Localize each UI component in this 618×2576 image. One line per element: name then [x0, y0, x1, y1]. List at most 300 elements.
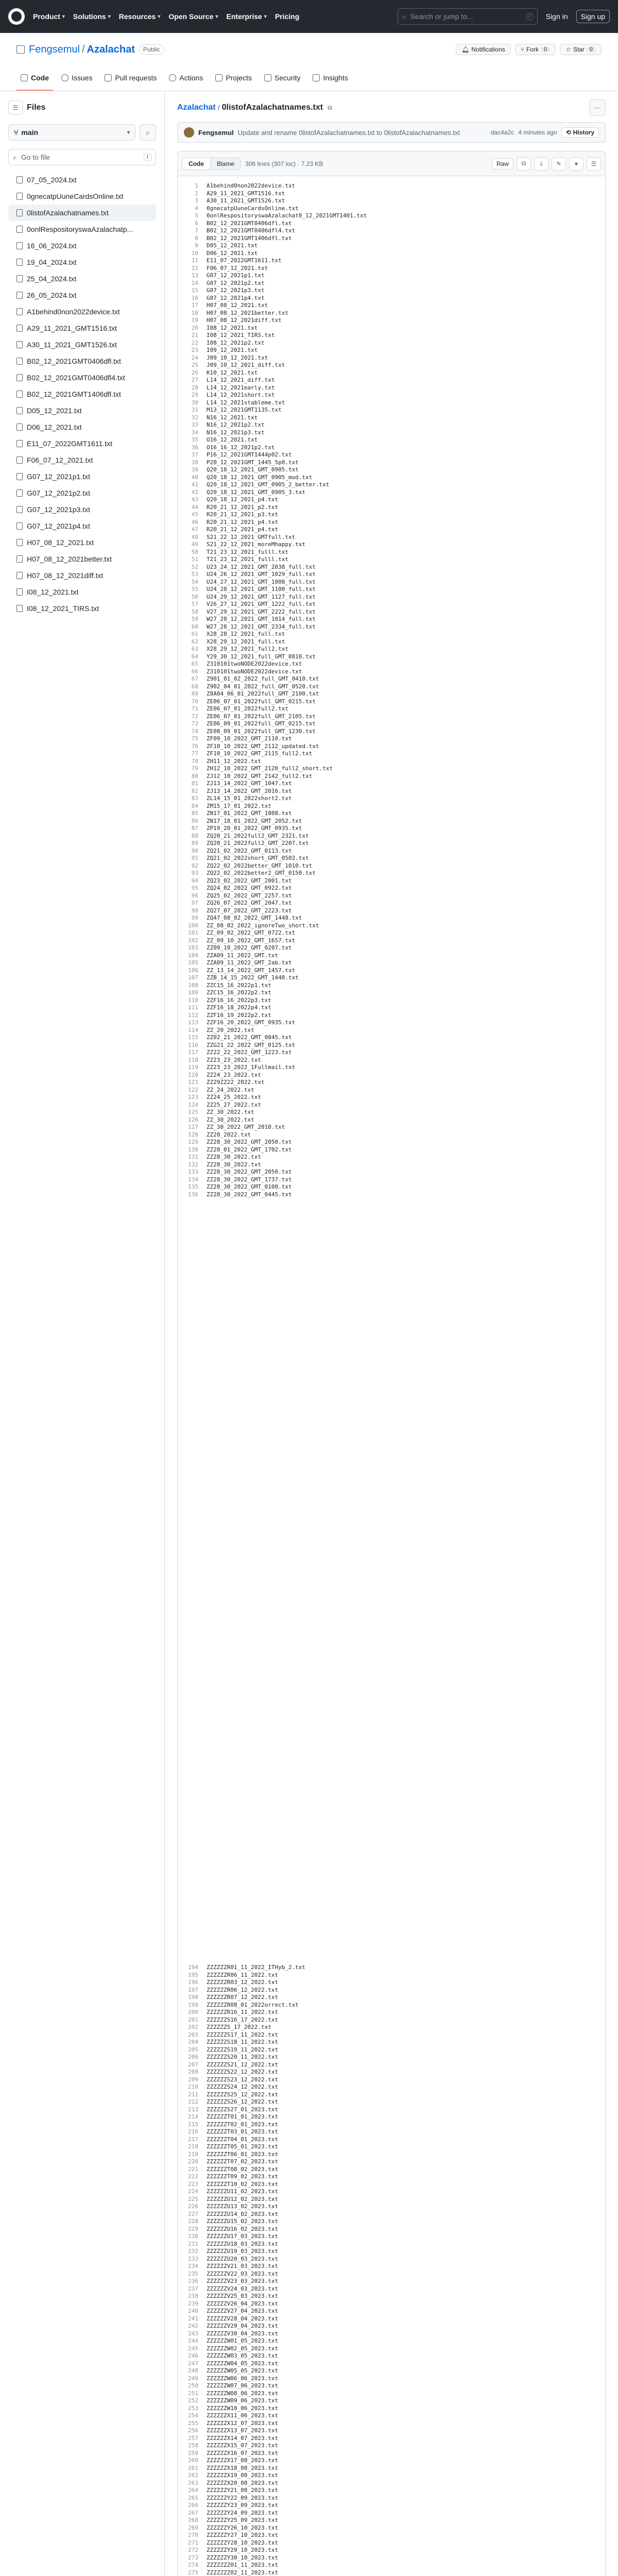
file-tree-item[interactable] [8, 518, 156, 534]
line-number[interactable]: 199 [188, 2001, 198, 2008]
line-number[interactable]: 127 [188, 1124, 198, 1130]
line-number[interactable]: 264 [188, 2487, 198, 2494]
line-number[interactable]: 49 [191, 541, 198, 548]
line-number[interactable]: 95 [191, 885, 198, 891]
line-number[interactable]: 219 [188, 2150, 198, 2158]
line-number[interactable]: 102 [188, 937, 198, 944]
line-number[interactable]: 253 [188, 2404, 198, 2412]
file-tree-item[interactable] [8, 386, 156, 402]
chevron-down-icon[interactable]: ▾ [569, 157, 583, 171]
line-number[interactable]: 250 [188, 2382, 198, 2389]
star-button[interactable]: ☆ Star 0 [560, 44, 602, 55]
line-number[interactable]: 136 [188, 1191, 198, 1198]
line-number[interactable]: 243 [188, 2330, 198, 2337]
line-number[interactable]: 234 [188, 2263, 198, 2269]
line-number[interactable]: 132 [188, 1161, 198, 1168]
tab-insights[interactable]: Insights [308, 66, 352, 91]
github-logo-icon[interactable] [8, 8, 25, 25]
line-number[interactable]: 96 [191, 892, 198, 899]
line-number[interactable]: 122 [188, 1086, 198, 1093]
line-content: T21_23_12_2021_fulll.txt [207, 556, 288, 563]
line-number[interactable]: 228 [188, 2218, 198, 2225]
line-number[interactable]: 33 [191, 421, 198, 428]
line-number[interactable]: 238 [188, 2293, 198, 2299]
line-number[interactable]: 64 [191, 653, 198, 660]
file-tree-item[interactable] [8, 221, 156, 238]
line-content: ZZZZZZT05_01_2023.txt [207, 2143, 279, 2150]
line-number[interactable]: 196 [188, 1979, 198, 1986]
line-number[interactable]: 38 [191, 459, 198, 466]
tab-code[interactable]: Code [16, 66, 53, 91]
line-number[interactable]: 35 [191, 436, 198, 443]
line-number[interactable]: 62 [191, 638, 198, 645]
line-number[interactable]: 201 [188, 2016, 198, 2023]
line-number[interactable]: 73 [191, 720, 198, 727]
line-number[interactable]: 83 [191, 795, 198, 802]
file-tree-item[interactable] [8, 402, 156, 419]
line-number[interactable]: 129 [188, 1139, 198, 1145]
line-number[interactable]: 59 [191, 616, 198, 622]
line-number[interactable]: 258 [188, 2442, 198, 2449]
line-number[interactable]: 111 [188, 1004, 198, 1011]
line-number[interactable]: 230 [188, 2233, 198, 2240]
line-number[interactable]: 99 [191, 914, 198, 921]
line-number[interactable]: 12 [191, 264, 198, 272]
line-number[interactable]: 103 [188, 944, 198, 951]
file-tree-item[interactable] [8, 238, 156, 254]
line-number[interactable]: 11 [191, 257, 198, 264]
line-number[interactable]: 213 [188, 2106, 198, 2113]
line-number[interactable]: 48 [191, 533, 198, 540]
line-number[interactable]: 210 [188, 2083, 198, 2090]
repo-name-link[interactable]: Azalachat [87, 43, 135, 55]
line-number[interactable]: 246 [188, 2352, 198, 2359]
line-number[interactable]: 212 [188, 2098, 198, 2105]
file-icon [16, 605, 23, 612]
line-number[interactable]: 47 [191, 526, 198, 533]
line-number[interactable]: 42 [191, 488, 198, 496]
collapse-sidebar-icon[interactable]: ☰ [8, 100, 23, 115]
line-number[interactable]: 120 [188, 1071, 198, 1078]
file-tree-item[interactable] [8, 303, 156, 320]
line-number[interactable]: 98 [191, 907, 198, 914]
line-number[interactable]: 40 [191, 473, 198, 481]
line-number[interactable]: 21 [191, 332, 198, 338]
go-to-file-input[interactable]: ⌕ Go to file t [8, 149, 156, 165]
line-number[interactable]: 58 [191, 608, 198, 615]
line-number[interactable]: 25 [191, 362, 198, 368]
tab-actions[interactable]: Actions [165, 66, 207, 91]
line-content: ZN17_01_2022_GMT_1808.txt [207, 810, 292, 817]
line-number[interactable]: 65 [191, 660, 198, 667]
line-number[interactable]: 200 [188, 2009, 198, 2015]
line-number[interactable]: 17 [191, 302, 198, 309]
line-number[interactable]: 22 [191, 339, 198, 346]
repo-icon [16, 45, 25, 54]
line-number[interactable]: 222 [188, 2173, 198, 2180]
line-number[interactable]: 57 [191, 601, 198, 607]
file-tree-item[interactable] [8, 270, 156, 287]
line-number[interactable]: 237 [188, 2285, 198, 2292]
tab-issues[interactable]: Issues [57, 66, 96, 91]
code-line [178, 2098, 605, 2106]
line-number[interactable]: 263 [188, 2479, 198, 2486]
line-number[interactable]: 272 [188, 2547, 198, 2553]
line-number[interactable]: 45 [191, 511, 198, 518]
raw-button[interactable]: Raw [492, 158, 513, 170]
line-number[interactable]: 108 [188, 981, 198, 989]
sign-up-button[interactable]: Sign up [576, 10, 610, 23]
file-icon [16, 440, 23, 447]
nav-solutions[interactable]: Solutions ▾ [73, 12, 111, 21]
line-number[interactable]: 206 [188, 2054, 198, 2060]
line-number[interactable]: 10 [191, 249, 198, 257]
line-number[interactable]: 126 [188, 1116, 198, 1123]
tab-projects[interactable]: Projects [211, 66, 256, 91]
line-number[interactable]: 68 [191, 683, 198, 690]
line-number[interactable]: 14 [191, 279, 198, 286]
line-number[interactable]: 273 [188, 2554, 198, 2561]
nav-enterprise[interactable]: Enterprise ▾ [226, 12, 267, 21]
line-number[interactable]: 266 [188, 2502, 198, 2509]
line-number[interactable]: 60 [191, 623, 198, 630]
line-number[interactable]: 9 [195, 242, 198, 249]
file-tree-item[interactable] [8, 501, 156, 518]
file-tree-item[interactable] [8, 336, 156, 353]
line-number[interactable]: 229 [188, 2225, 198, 2232]
file-tree-item[interactable] [8, 485, 156, 501]
file-tree-item[interactable] [8, 320, 156, 336]
line-number[interactable]: 110 [188, 996, 198, 1004]
line-number[interactable]: 202 [188, 2024, 198, 2030]
line-number[interactable]: 55 [191, 586, 198, 592]
file-tree-item[interactable] [8, 172, 156, 188]
line-number[interactable]: 89 [191, 840, 198, 846]
line-number[interactable]: 116 [188, 1041, 198, 1048]
line-number[interactable]: 28 [191, 384, 198, 391]
nav-product[interactable]: Product ▾ [33, 12, 65, 21]
line-number[interactable]: 123 [188, 1094, 198, 1100]
blame-view-button[interactable]: Blame [217, 160, 235, 167]
code-line [178, 2420, 605, 2428]
line-number[interactable]: 233 [188, 2255, 198, 2262]
line-number[interactable]: 56 [191, 593, 198, 600]
line-number[interactable]: 79 [191, 765, 198, 772]
line-number[interactable]: 207 [188, 2061, 198, 2068]
line-number[interactable]: 29 [191, 392, 198, 398]
pencil-icon[interactable]: ✎ [552, 157, 566, 171]
line-number[interactable]: 91 [191, 855, 198, 861]
line-number[interactable]: 113 [188, 1019, 198, 1026]
line-number[interactable]: 261 [188, 2464, 198, 2471]
file-tree-item[interactable] [8, 534, 156, 551]
search-icon[interactable]: ⌕ [140, 124, 156, 141]
line-number[interactable]: 34 [191, 429, 198, 436]
line-number[interactable]: 133 [188, 1168, 198, 1175]
line-number[interactable]: 214 [188, 2113, 198, 2120]
avatar[interactable] [184, 127, 194, 138]
line-number[interactable]: 81 [191, 780, 198, 787]
line-number[interactable]: 74 [191, 727, 198, 735]
line-number[interactable]: 8 [195, 234, 198, 242]
line-number[interactable]: 260 [188, 2457, 198, 2464]
line-number[interactable]: 128 [188, 1131, 198, 1138]
line-number[interactable]: 30 [191, 399, 198, 406]
line-number[interactable]: 259 [188, 2449, 198, 2456]
line-content: ZZG21_22_2022_GMT_0125.txt [207, 1041, 296, 1048]
line-number[interactable]: 254 [188, 2412, 198, 2419]
line-number[interactable]: 15 [191, 287, 198, 294]
line-number[interactable]: 70 [191, 698, 198, 705]
line-number[interactable]: 61 [191, 631, 198, 637]
nav-pricing[interactable]: Pricing [274, 12, 300, 21]
line-number[interactable]: 118 [188, 1056, 198, 1063]
line-number[interactable]: 249 [188, 2375, 198, 2382]
copy-icon[interactable]: ⧉ [328, 104, 332, 111]
line-number[interactable]: 226 [188, 2203, 198, 2210]
line-number[interactable]: 275 [188, 2569, 198, 2576]
tab-pull-requests[interactable]: Pull requests [100, 66, 161, 91]
line-number[interactable]: 26 [191, 369, 198, 376]
line-number[interactable]: 274 [188, 2562, 198, 2568]
line-number[interactable]: 256 [188, 2427, 198, 2434]
file-tree-item[interactable] [8, 205, 156, 221]
line-number[interactable]: 124 [188, 1101, 198, 1108]
fork-button[interactable]: ⑂ Fork 0 [515, 44, 556, 55]
line-number[interactable]: 106 [188, 967, 198, 974]
line-number[interactable]: 75 [191, 735, 198, 742]
line-number[interactable]: 76 [191, 742, 198, 750]
line-number[interactable]: 197 [188, 1986, 198, 1993]
line-number[interactable]: 198 [188, 1994, 198, 2001]
breadcrumb-repo-link[interactable]: Azalachat [177, 103, 216, 112]
download-icon[interactable]: ⤓ [534, 157, 548, 171]
line-number[interactable]: 205 [188, 2046, 198, 2053]
file-tree-item[interactable] [8, 369, 156, 386]
file-tree-item[interactable] [8, 188, 156, 205]
line-number[interactable]: 44 [191, 503, 198, 511]
line-number[interactable]: 125 [188, 1109, 198, 1115]
code-line [178, 937, 605, 945]
branch-select[interactable]: ⑂ main ▾ [8, 124, 135, 141]
line-number[interactable]: 86 [191, 817, 198, 824]
line-number[interactable]: 46 [191, 518, 198, 526]
line-number[interactable]: 18 [191, 309, 198, 316]
line-number[interactable]: 265 [188, 2494, 198, 2501]
line-number[interactable]: 235 [188, 2270, 198, 2277]
code-line [178, 713, 605, 721]
line-number[interactable]: 77 [191, 750, 198, 757]
line-number[interactable]: 221 [188, 2165, 198, 2173]
line-number[interactable]: 248 [188, 2367, 198, 2374]
line-number[interactable]: 53 [191, 571, 198, 578]
line-number[interactable]: 92 [191, 862, 198, 869]
line-number[interactable]: 41 [191, 481, 198, 488]
line-number[interactable]: 13 [191, 272, 198, 279]
line-number[interactable]: 16 [191, 294, 198, 301]
file-tree-item[interactable] [8, 254, 156, 270]
line-number[interactable]: 247 [188, 2360, 198, 2367]
line-number[interactable]: 224 [188, 2188, 198, 2195]
line-number[interactable]: 220 [188, 2158, 198, 2165]
line-number[interactable]: 23 [191, 347, 198, 353]
line-number[interactable]: 194 [188, 1964, 198, 1971]
line-number[interactable]: 208 [188, 2069, 198, 2075]
repo-owner-link[interactable]: Fengsemul [29, 43, 80, 55]
commit-author[interactable]: Fengsemul [198, 128, 234, 137]
line-number[interactable]: 236 [188, 2278, 198, 2284]
line-number[interactable]: 267 [188, 2509, 198, 2516]
line-number[interactable]: 100 [188, 922, 198, 929]
line-number[interactable]: 204 [188, 2039, 198, 2045]
line-number[interactable]: 262 [188, 2472, 198, 2479]
commit-message[interactable]: Update and rename 0listofAzalachatnames.txt to 0listofAzalachatnames.txt [237, 128, 460, 137]
line-number[interactable]: 255 [188, 2419, 198, 2427]
line-number[interactable]: 242 [188, 2323, 198, 2329]
file-tree-item[interactable] [8, 452, 156, 468]
line-number[interactable]: 3 [195, 197, 198, 204]
line-number[interactable]: 114 [188, 1026, 198, 1033]
line-number[interactable]: 80 [191, 772, 198, 779]
line-number[interactable]: 85 [191, 810, 198, 817]
line-number[interactable]: 20 [191, 324, 198, 331]
file-tree-item[interactable] [8, 287, 156, 303]
line-number[interactable]: 130 [188, 1146, 198, 1153]
line-number[interactable]: 223 [188, 2180, 198, 2188]
line-number[interactable]: 134 [188, 1176, 198, 1183]
line-number[interactable]: 195 [188, 1971, 198, 1978]
line-number[interactable]: 239 [188, 2300, 198, 2307]
history-button[interactable]: ⟲ History [561, 127, 599, 138]
line-number[interactable]: 51 [191, 556, 198, 563]
line-number[interactable]: 257 [188, 2434, 198, 2442]
line-number[interactable]: 66 [191, 668, 198, 675]
line-number[interactable]: 4 [195, 205, 198, 212]
line-number[interactable]: 251 [188, 2389, 198, 2397]
line-number[interactable]: 105 [188, 959, 198, 966]
line-number[interactable]: 109 [188, 989, 198, 996]
line-number[interactable]: 94 [191, 877, 198, 884]
line-number[interactable]: 97 [191, 900, 198, 906]
code-line [178, 2136, 605, 2144]
global-search-input[interactable]: ⌕ Search or jump to... / [398, 8, 538, 25]
line-number[interactable]: 72 [191, 713, 198, 720]
line-number[interactable]: 232 [188, 2248, 198, 2255]
file-tree-item[interactable] [8, 600, 156, 617]
line-number[interactable]: 87 [191, 825, 198, 832]
file-tree-item[interactable] [8, 353, 156, 369]
line-number[interactable]: 7 [195, 227, 198, 234]
code-view-button[interactable]: Code [182, 158, 211, 170]
line-number[interactable]: 82 [191, 787, 198, 794]
line-number[interactable]: 84 [191, 802, 198, 809]
line-number[interactable]: 115 [188, 1034, 198, 1041]
file-tree-item[interactable] [8, 419, 156, 435]
symbols-icon[interactable]: ☰ [587, 157, 601, 171]
line-number[interactable]: 31 [191, 406, 198, 413]
line-number[interactable]: 271 [188, 2539, 198, 2546]
line-number[interactable]: 101 [188, 929, 198, 936]
line-number[interactable]: 1 [195, 182, 198, 189]
file-tree-item[interactable] [8, 435, 156, 452]
line-number[interactable]: 36 [191, 444, 198, 451]
file-tree-item[interactable] [8, 584, 156, 600]
line-number[interactable]: 37 [191, 451, 198, 458]
line-number[interactable]: 32 [191, 414, 198, 421]
tab-security[interactable]: Security [260, 66, 305, 91]
line-number[interactable]: 88 [191, 832, 198, 839]
line-number[interactable]: 39 [191, 466, 198, 473]
line-number[interactable]: 215 [188, 2121, 198, 2128]
line-number[interactable]: 218 [188, 2143, 198, 2150]
line-number[interactable]: 104 [188, 952, 198, 959]
copy-icon[interactable]: ⧉ [517, 157, 531, 171]
line-number[interactable]: 131 [188, 1154, 198, 1160]
line-number[interactable]: 6 [195, 219, 198, 227]
line-number[interactable]: 119 [188, 1064, 198, 1071]
line-number[interactable]: 27 [191, 377, 198, 383]
line-number[interactable]: 211 [188, 2091, 198, 2098]
line-number[interactable]: 270 [188, 2532, 198, 2538]
line-number[interactable]: 241 [188, 2315, 198, 2322]
commit-sha[interactable]: dac4a2c [490, 129, 514, 136]
line-number[interactable]: 52 [191, 563, 198, 570]
line-number[interactable]: 269 [188, 2524, 198, 2531]
line-number[interactable]: 245 [188, 2345, 198, 2352]
line-number[interactable]: 5 [195, 212, 198, 219]
line-number[interactable]: 203 [188, 2031, 198, 2038]
line-number[interactable]: 252 [188, 2397, 198, 2404]
line-number[interactable]: 50 [191, 548, 198, 555]
line-number[interactable]: 69 [191, 690, 198, 697]
file-tree-item[interactable] [8, 567, 156, 584]
line-number[interactable]: 244 [188, 2337, 198, 2344]
line-number[interactable]: 54 [191, 578, 198, 585]
line-number[interactable]: 121 [188, 1079, 198, 1086]
more-options-icon[interactable]: ⋯ [589, 99, 606, 116]
file-tree-item[interactable] [8, 468, 156, 485]
line-number[interactable]: 216 [188, 2128, 198, 2135]
line-number[interactable]: 71 [191, 705, 198, 712]
line-number[interactable]: 78 [191, 757, 198, 765]
line-number[interactable]: 240 [188, 2308, 198, 2314]
line-number[interactable]: 225 [188, 2195, 198, 2202]
code-line [178, 907, 605, 915]
sign-in-link[interactable]: Sign in [545, 12, 568, 21]
line-number[interactable]: 43 [191, 496, 198, 503]
line-number[interactable]: 63 [191, 646, 198, 652]
line-number[interactable]: 112 [188, 1011, 198, 1019]
nav-open-source[interactable]: Open Source ▾ [168, 12, 218, 21]
line-number[interactable]: 209 [188, 2076, 198, 2083]
line-number[interactable]: 107 [188, 974, 198, 981]
line-number[interactable]: 19 [191, 317, 198, 324]
line-number[interactable]: 67 [191, 675, 198, 682]
line-number[interactable]: 231 [188, 2240, 198, 2247]
line-number[interactable]: 135 [188, 1183, 198, 1190]
line-number[interactable]: 227 [188, 2210, 198, 2217]
line-number[interactable]: 117 [188, 1049, 198, 1056]
file-tree-item[interactable] [8, 551, 156, 567]
nav-resources[interactable]: Resources ▾ [118, 12, 161, 21]
line-number[interactable]: 24 [191, 354, 198, 361]
line-number[interactable]: 93 [191, 870, 198, 876]
line-number[interactable]: 268 [188, 2517, 198, 2523]
line-number[interactable]: 217 [188, 2136, 198, 2143]
notifications-button[interactable]: 🔔︎ Notifications [456, 44, 511, 55]
line-number[interactable]: 2 [195, 190, 198, 197]
line-number[interactable]: 90 [191, 847, 198, 854]
